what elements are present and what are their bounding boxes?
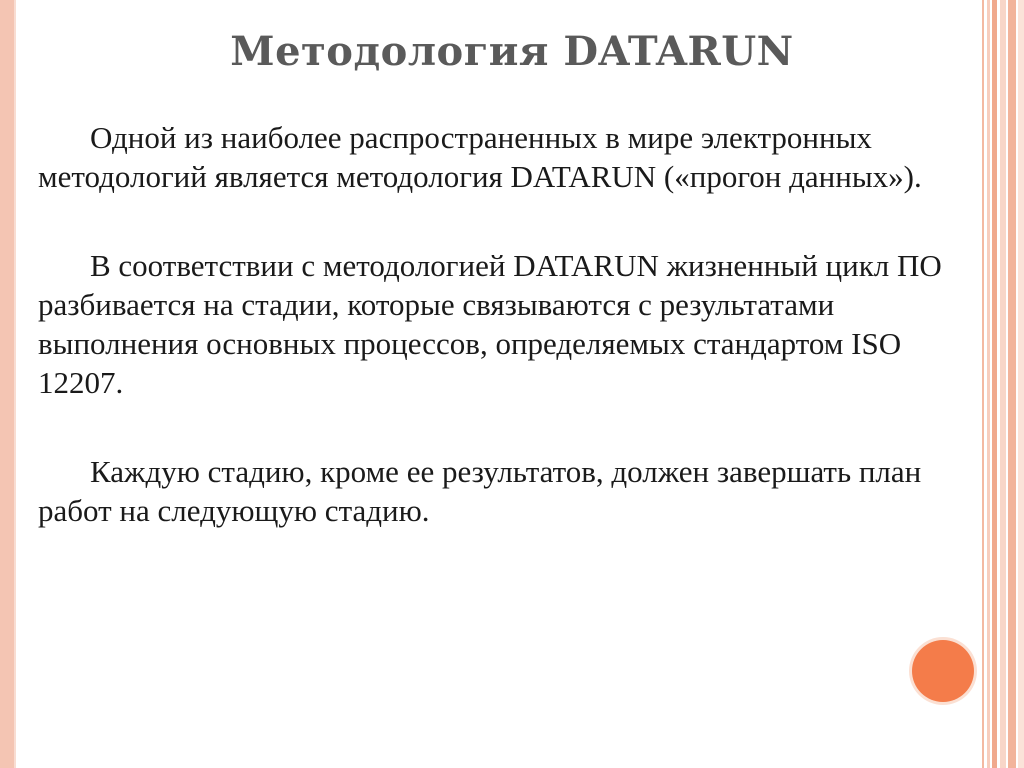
stripe bbox=[1008, 0, 1016, 768]
slide-body bbox=[38, 118, 988, 580]
stripe bbox=[1018, 0, 1024, 768]
paragraph-2: В соответствии с методологией DATARUN жизненный цикл ПО разбивается на стадии, которые связываются с результатами выполнения основных процессов, определяемых стандартом ISO 12207. bbox=[38, 248, 942, 400]
left-border-decoration bbox=[0, 0, 14, 768]
orange-circle-decoration bbox=[912, 640, 974, 702]
slide-title: Методология DATARUN bbox=[230, 28, 794, 75]
left-border-line bbox=[14, 0, 16, 768]
paragraph-3: Каждую стадию, кроме ее результатов, должен завершать план работ на следующую стадию. bbox=[38, 454, 922, 528]
stripe bbox=[1000, 0, 1006, 768]
stripe bbox=[992, 0, 997, 768]
paragraph-1: Одной из наиболее распространенных в мире электронных методологий является методология DATARUN («прогон данных»). bbox=[38, 120, 922, 194]
